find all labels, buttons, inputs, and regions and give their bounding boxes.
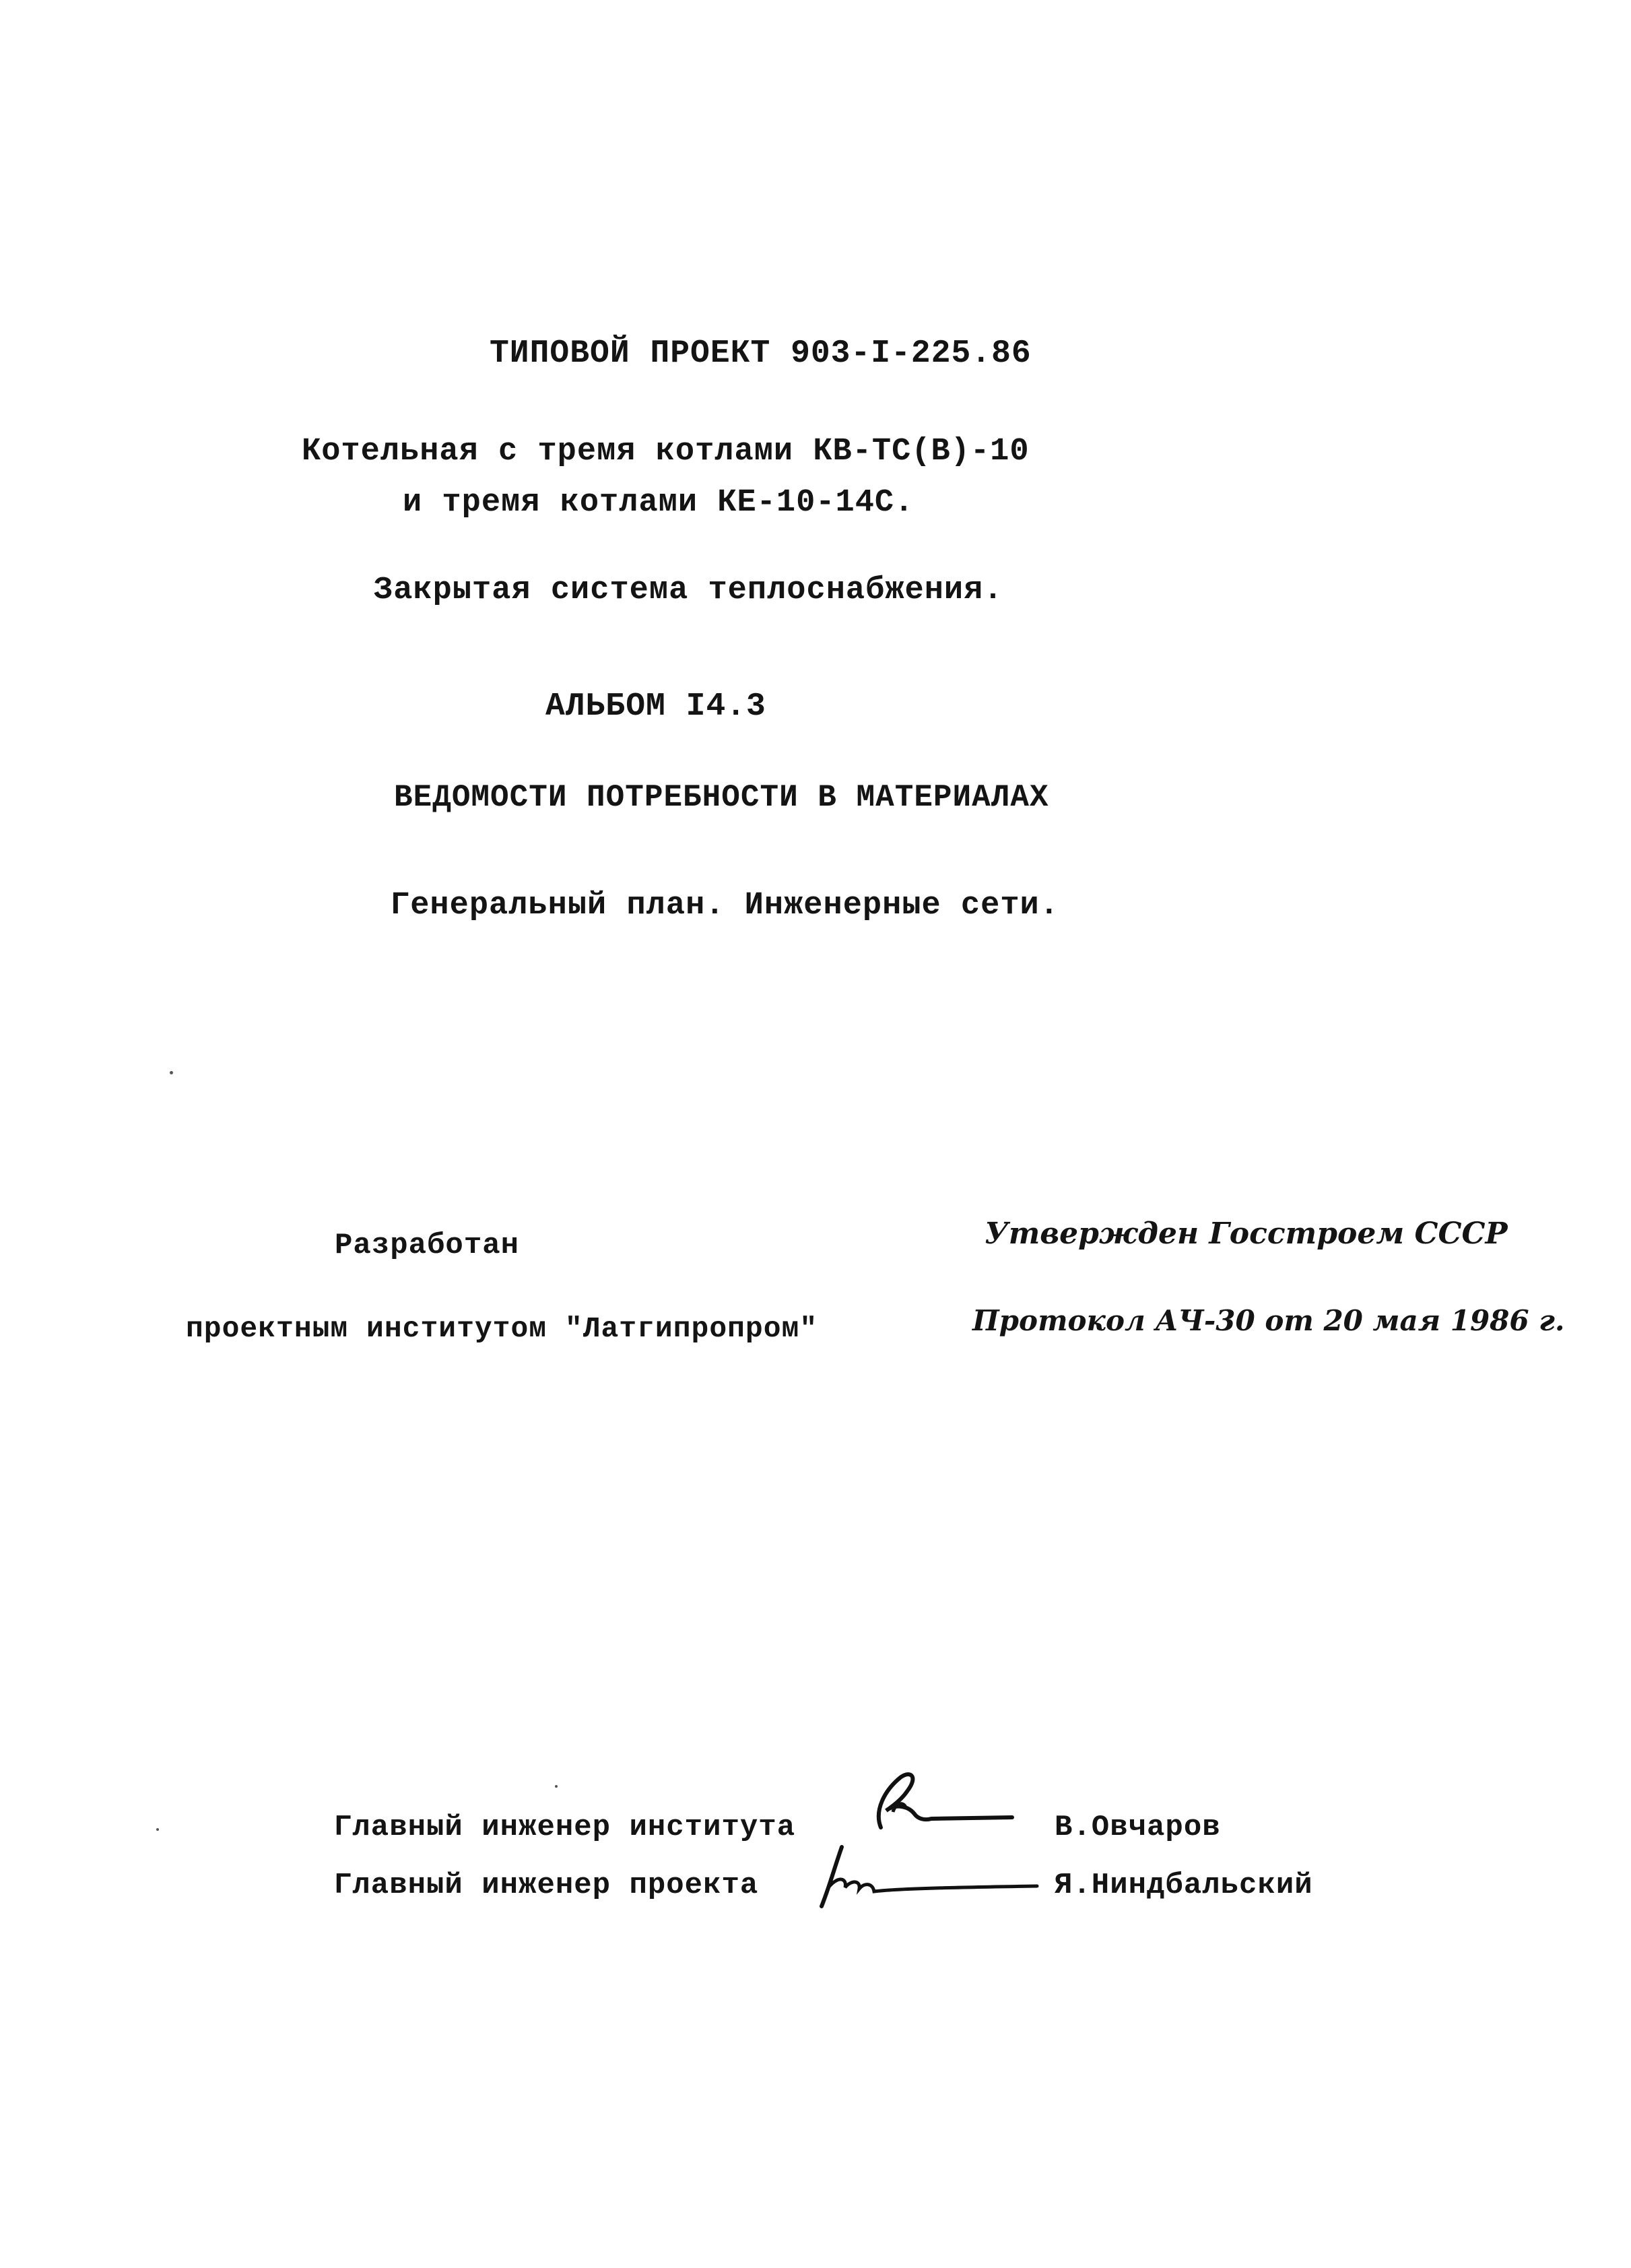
album-title: ВЕДОМОСТИ ПОТРЕБНОСТИ В МАТЕРИАЛАХ — [394, 780, 1049, 815]
developer-institute: проектным институтом "Латгипропром" — [186, 1312, 818, 1345]
signature-name-2: Я.Ниндбальский — [1055, 1869, 1313, 1902]
description-line-1: Котельная с тремя котлами КВ-ТС(В)-10 — [302, 434, 1030, 469]
project-title: ТИПОВОЙ ПРОЕКТ 903-I-225.86 — [490, 335, 1032, 372]
developer-label: Разработан — [335, 1229, 520, 1262]
approval-line-2: Протокол АЧ-30 от 20 мая 1986 г. — [972, 1304, 1565, 1337]
approval-line-1: Утвержден Госстроем СССР — [985, 1217, 1508, 1251]
album-number: АЛЬБОМ I4.3 — [545, 688, 766, 725]
description-line-2: и тремя котлами КЕ-10-14С. — [403, 485, 914, 521]
scan-speck — [170, 1071, 173, 1074]
system-line: Закрытая система теплоснабжения. — [374, 573, 1003, 608]
signature-role-2: Главный инженер проекта — [334, 1869, 759, 1902]
scan-speck — [555, 1785, 558, 1788]
signature-2-scribble — [815, 1839, 1044, 1913]
signature-1-scribble — [854, 1763, 1016, 1844]
section-title: Генеральный план. Инженерные сети. — [391, 888, 1059, 924]
signature-role-1: Главный инженер института — [334, 1811, 796, 1844]
signature-name-1: В.Овчаров — [1055, 1811, 1221, 1844]
scan-speck — [156, 1828, 159, 1831]
